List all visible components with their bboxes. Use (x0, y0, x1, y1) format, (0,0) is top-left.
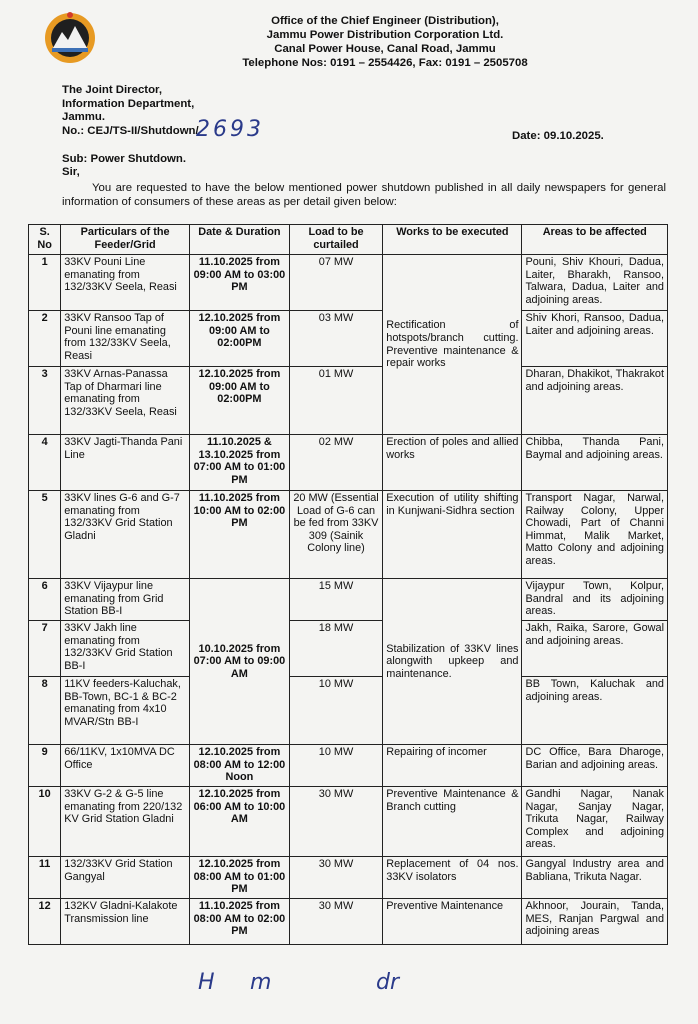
row-works: Erection of poles and allied works (383, 435, 522, 491)
row-areas: Pouni, Shiv Khouri, Dadua, Laiter, Bharakh, Ransoo, Talwara, Dadua, Laiter and adjoining areas. (522, 255, 668, 311)
row-sno: 9 (29, 745, 61, 787)
shutdown-table (28, 224, 668, 945)
row-load: 10 MW (289, 677, 383, 745)
row-works: Preventive Maintenance & Branch cutting (383, 787, 522, 857)
row-feeder: 33KV Jagti-Thanda Pani Line (61, 435, 190, 491)
table-row (29, 899, 668, 945)
table-row (29, 857, 668, 899)
row-date: 11.10.2025 from 10:00 AM to 02:00 PM (190, 491, 290, 579)
row-feeder: 33KV G-2 & G-5 line emanating from 220/132 KV Grid Station Gladni (61, 787, 190, 857)
body-paragraph: You are requested to have the below mentioned power shutdown published in all daily newspapers for general information of consumers of these areas as per detail given below: (62, 182, 666, 208)
row-areas: Jakh, Raika, Sarore, Gowal and adjoining areas. (522, 621, 668, 677)
row-date: 12.10.2025 from 08:00 AM to 01:00 PM (190, 857, 290, 899)
subject: Sub: Power Shutdown. (62, 153, 187, 165)
row-works: Stabilization of 33KV lines alongwith upkeep and maintenance. (383, 579, 522, 745)
row-works: Preventive Maintenance (383, 899, 522, 945)
office-line: Canal Power House, Canal Road, Jammu (274, 43, 496, 55)
office-header (230, 14, 540, 70)
addressee-line: Jammu. (62, 111, 106, 123)
row-date: 12.10.2025 from 06:00 AM to 10:00 AM (190, 787, 290, 857)
col-sno: S. No (29, 225, 61, 255)
col-feeder: Particulars of the Feeder/Grid (61, 225, 190, 255)
office-line: Telephone Nos: 0191 – 2554426, Fax: 0191 – 2505708 (242, 57, 528, 69)
table-row (29, 491, 668, 579)
table-row (29, 677, 668, 745)
row-areas: BB Town, Kaluchak and adjoining areas. (522, 677, 668, 745)
row-feeder: 66/11KV, 1x10MVA DC Office (61, 745, 190, 787)
addressee-line: The Joint Director, (62, 84, 163, 96)
row-feeder: 33KV Jakh line emanating from 132/33KV Grid Station BB-I (61, 621, 190, 677)
row-feeder: 132KV Gladni-Kalakote Transmission line (61, 899, 190, 945)
row-areas: Shiv Khori, Ransoo, Dadua, Laiter and adjoining areas. (522, 311, 668, 367)
row-works: Repairing of incomer (383, 745, 522, 787)
row-date: 11.10.2025 & 13.10.2025 from 07:00 AM to 01:00 PM (190, 435, 290, 491)
row-load: 30 MW (289, 787, 383, 857)
row-feeder: 33KV Pouni Line emanating from 132/33KV Seela, Reasi (61, 255, 190, 311)
table-row (29, 621, 668, 677)
row-load: 03 MW (289, 311, 383, 367)
row-load: 30 MW (289, 857, 383, 899)
signature-3: dr (376, 970, 400, 995)
signature-2: m (250, 970, 272, 995)
row-areas: DC Office, Bara Dharoge, Barian and adjoining areas. (522, 745, 668, 787)
row-areas: Vijaypur Town, Kolpur, Bandral and its adjoining areas. (522, 579, 668, 621)
row-sno: 2 (29, 311, 61, 367)
row-sno: 11 (29, 857, 61, 899)
row-sno: 6 (29, 579, 61, 621)
row-sno: 12 (29, 899, 61, 945)
table-row (29, 255, 668, 311)
table-row (29, 579, 668, 621)
row-load: 10 MW (289, 745, 383, 787)
table-row (29, 367, 668, 435)
row-date: 11.10.2025 from 09:00 AM to 03:00 PM (190, 255, 290, 311)
row-works: Replacement of 04 nos. 33KV isolators (383, 857, 522, 899)
col-areas: Areas to be affected (522, 225, 668, 255)
row-date: 10.10.2025 from 07:00 AM to 09:00 AM (190, 579, 290, 745)
row-load: 01 MW (289, 367, 383, 435)
salutation: Sir, (62, 166, 80, 178)
row-feeder: 33KV lines G-6 and G-7 emanating from 132/33KV Grid Station Gladni (61, 491, 190, 579)
row-load: 02 MW (289, 435, 383, 491)
row-sno: 7 (29, 621, 61, 677)
table-row (29, 435, 668, 491)
row-date: 12.10.2025 from 09:00 AM to 02:00PM (190, 311, 290, 367)
row-sno: 4 (29, 435, 61, 491)
letter-date: Date: 09.10.2025. (512, 130, 604, 142)
table-row (29, 787, 668, 857)
row-feeder: 132/33KV Grid Station Gangyal (61, 857, 190, 899)
row-date: 11.10.2025 from 08:00 AM to 02:00 PM (190, 899, 290, 945)
row-feeder: 11KV feeders-Kaluchak, BB-Town, BC-1 & BC-2 emanating from 4x10 MVAR/Stn BB-I (61, 677, 190, 745)
row-feeder: 33KV Ransoo Tap of Pouni line emanating from 132/33KV Seela, Reasi (61, 311, 190, 367)
row-load: 30 MW (289, 899, 383, 945)
reference-number-handwritten: 2693 (196, 117, 264, 142)
row-works: Execution of utility shifting in Kunjwani-Sidhra section (383, 491, 522, 579)
reference-number: No.: CEJ/TS-II/Shutdown/ (62, 125, 199, 137)
company-logo (44, 10, 96, 66)
row-areas: Dharan, Dhakikot, Thakrakot and adjoining areas. (522, 367, 668, 435)
row-sno: 1 (29, 255, 61, 311)
row-sno: 3 (29, 367, 61, 435)
row-feeder: 33KV Vijaypur line emanating from Grid Station BB-I (61, 579, 190, 621)
row-areas: Chibba, Thanda Pani, Baymal and adjoining areas. (522, 435, 668, 491)
col-works: Works to be executed (383, 225, 522, 255)
row-load: 15 MW (289, 579, 383, 621)
row-load: 18 MW (289, 621, 383, 677)
col-load: Load to be curtailed (289, 225, 383, 255)
addressee (62, 84, 194, 125)
row-date: 12.10.2025 from 08:00 AM to 12:00 Noon (190, 745, 290, 787)
row-sno: 5 (29, 491, 61, 579)
table-row (29, 311, 668, 367)
row-date: 12.10.2025 from 09:00 AM to 02:00PM (190, 367, 290, 435)
row-sno: 8 (29, 677, 61, 745)
office-line: Office of the Chief Engineer (Distribution), (271, 15, 499, 27)
row-areas: Gangyal Industry area and Babliana, Trikuta Nagar. (522, 857, 668, 899)
row-works: Rectification of hotspots/branch cutting. Preventive maintenance & repair works (383, 255, 522, 435)
row-sno: 10 (29, 787, 61, 857)
row-areas: Gandhi Nagar, Nanak Nagar, Sanjay Nagar, Trikuta Nagar, Railway Complex and adjoining areas. (522, 787, 668, 857)
row-load: 07 MW (289, 255, 383, 311)
office-line: Jammu Power Distribution Corporation Ltd. (266, 29, 504, 41)
table-header-row (29, 225, 668, 255)
row-load: 20 MW (Essential Load of G-6 can be fed from 33KV 309 (Sainik Colony line) (289, 491, 383, 579)
table-row (29, 745, 668, 787)
row-areas: Akhnoor, Jourain, Tanda, MES, Ranjan Pargwal and adjoining areas (522, 899, 668, 945)
row-feeder: 33KV Arnas-Panassa Tap of Dharmari line emanating from 132/33KV Seela, Reasi (61, 367, 190, 435)
addressee-line: Information Department, (62, 97, 195, 110)
col-date: Date & Duration (190, 225, 290, 255)
signature-1: H (198, 970, 215, 995)
row-areas: Transport Nagar, Narwal, Railway Colony, Upper Chowadi, Part of Channi Himmat, Malik Market, Matto Colony and adjoining areas. (522, 491, 668, 579)
